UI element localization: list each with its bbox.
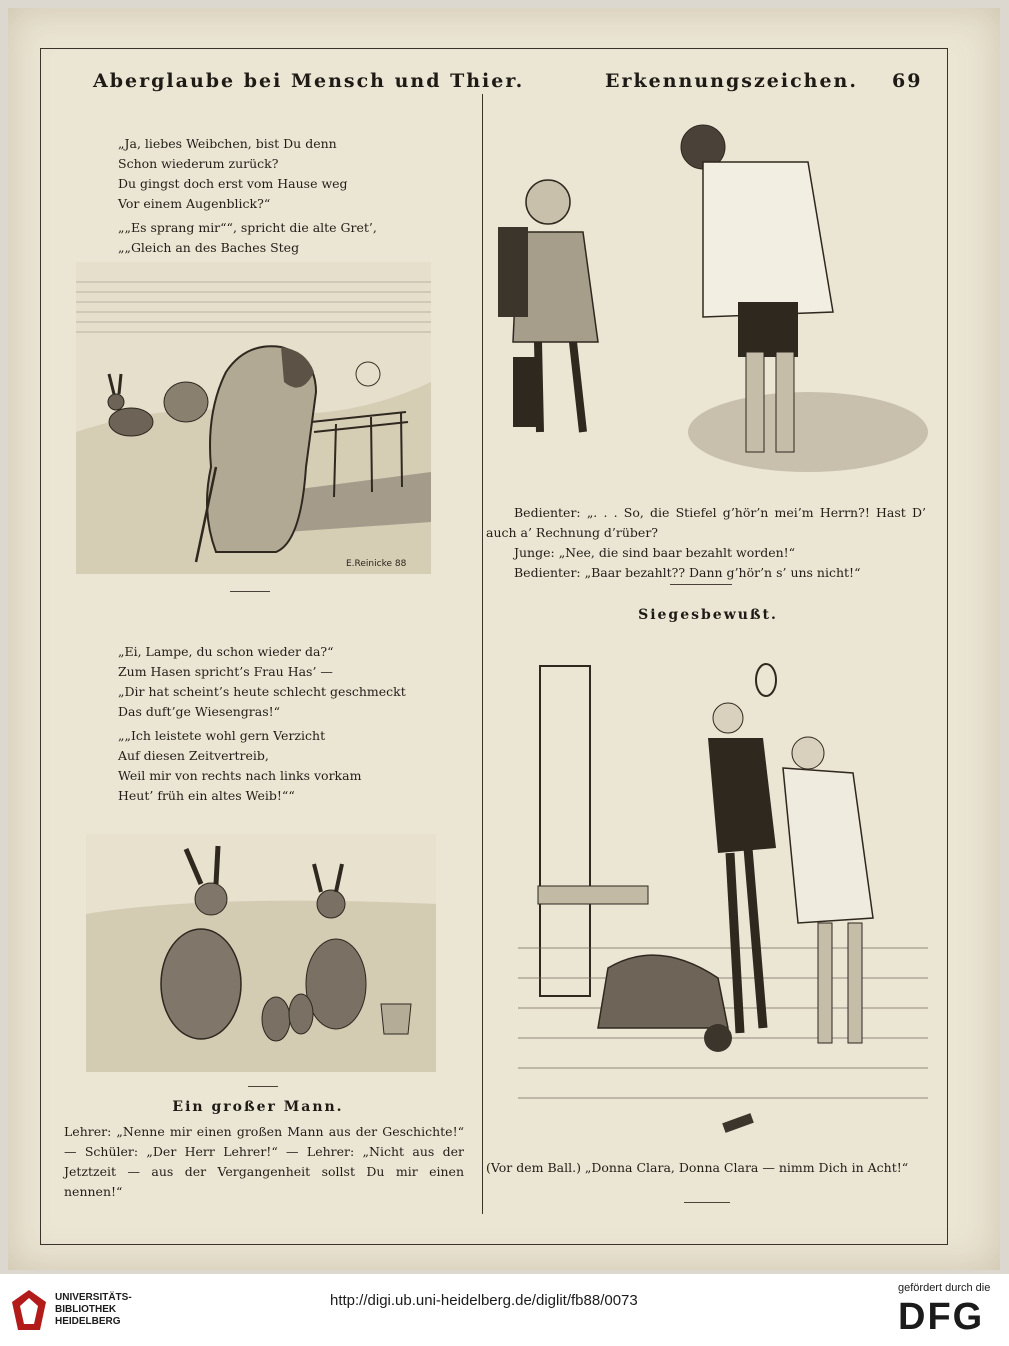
viewer-footer <box>0 1274 1009 1346</box>
header-left-title: Aberglaube bei Mensch und Thier. <box>93 70 525 92</box>
old-woman-hare-illustration <box>76 262 431 574</box>
column-divider <box>482 94 483 1214</box>
header-right-title: Erkennungszeichen. <box>605 70 858 92</box>
grosser-mann-text: Lehrer: „Nenne mir einen großen Mann aus der Geschichte!“ — Schüler: „Der Herr Lehrer!“ — Lehrer: „Nicht aus der Jetztzeit — aus der Vergangenheit sollst Du mir einen nennen!“ <box>64 1124 464 1199</box>
poem-stanza-1: „Ja, liebes Weibchen, bist Du denn Schon wiederum zurück? Du gingst doch erst vom Hause weg Vor einem Augenblick?“ <box>118 136 348 211</box>
servant-boy-illustration <box>488 102 938 498</box>
page-url-link[interactable]: http://digi.ub.uni-heidelberg.de/diglit/fb88/0073 <box>330 1292 638 1309</box>
officers-mirror-illustration <box>518 648 928 1148</box>
section-rule-small-4 <box>684 1202 730 1203</box>
poem-stanza-2: „„Es sprang mir““, spricht die alte Gret’, „„Gleich an des Baches Steg <box>118 220 377 255</box>
illustration-signature: E.Reinicke 88 <box>346 559 407 569</box>
page-number: 69 <box>892 70 923 92</box>
funder-label: gefördert durch die <box>898 1282 991 1294</box>
section-rule-small-3 <box>670 584 732 585</box>
section-rule-small <box>230 591 270 592</box>
poem-stanza-4: „„Ich leistete wohl gern Verzicht Auf diesen Zeitvertreib, Weil mir von rechts nach links vorkam Heut’ früh ein altes Weib!““ <box>118 728 362 803</box>
poem-stanza-3: „Ei, Lampe, du schon wieder da?“ Zum Hasen spricht’s Frau Has’ — „Dir hat scheint’s heute schlecht geschmeckt Das duft’ge Wiesengras!“ <box>118 644 406 719</box>
library-name: UNIVERSITÄTS- BIBLIOTHEK HEIDELBERG <box>55 1292 132 1327</box>
hares-conversation-illustration <box>86 834 436 1072</box>
erkennungszeichen-dialog: Bedienter: „. . . So, die Stiefel g’hör’n mei’m Herrn?! Hast D’ auch a’ Rechnung d’rüber? Junge: „Nee, die sind baar bezahlt worden!“ Bedienter: „Baar bezahlt?? Dann g’hör’n s’ uns nicht!“ <box>486 505 926 580</box>
library-crest-icon <box>10 1288 48 1332</box>
siegesbewusst-title: Siegesbewußt. <box>638 607 778 623</box>
dfg-logo[interactable]: DFG <box>898 1296 985 1338</box>
siegesbewusst-caption: (Vor dem Ball.) „Donna Clara, Donna Clara — nimm Dich in Acht!“ <box>486 1160 909 1175</box>
scanned-page <box>8 8 1000 1270</box>
section-rule-small-2 <box>248 1086 278 1087</box>
grosser-mann-title: Ein großer Mann. <box>172 1099 344 1115</box>
